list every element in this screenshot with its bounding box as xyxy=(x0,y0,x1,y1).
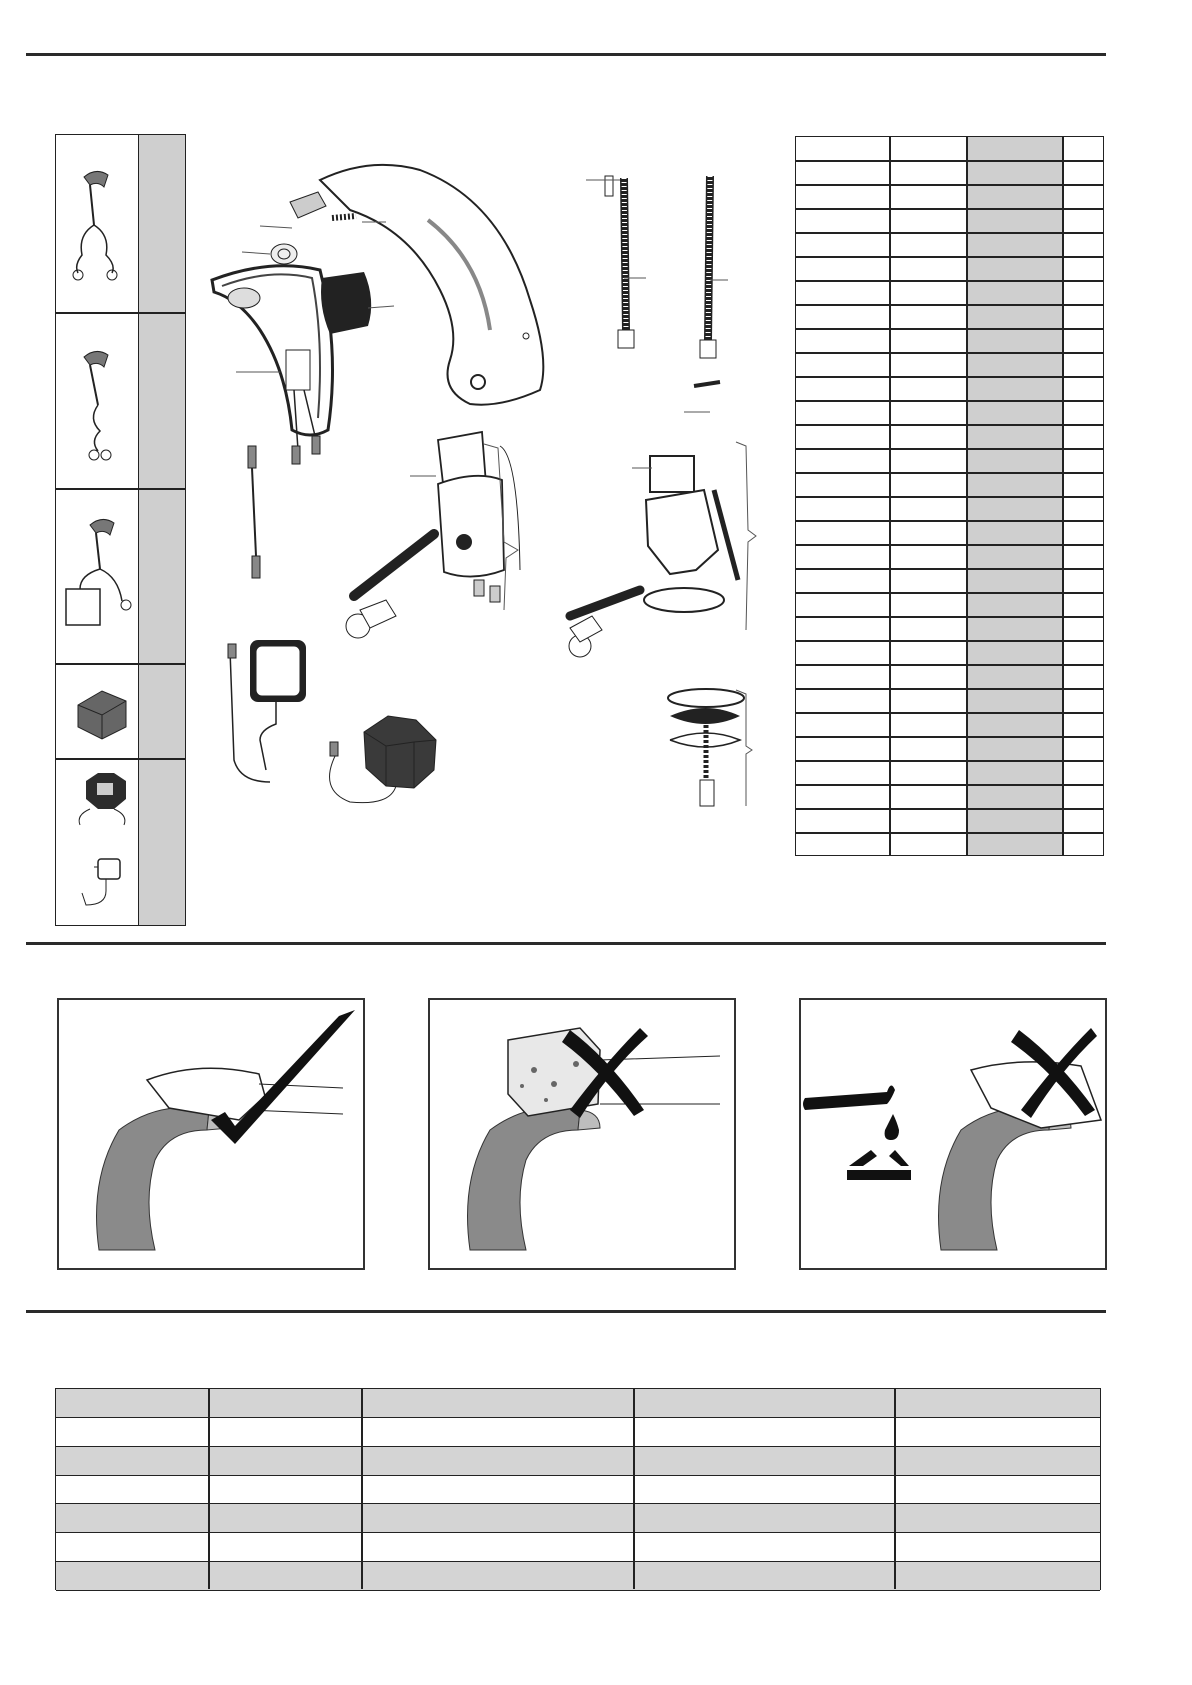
sensor-cover-icon xyxy=(212,266,333,464)
parts-table-row-line xyxy=(796,664,1103,666)
variant-divider xyxy=(56,488,185,490)
parts-table-row-line xyxy=(796,832,1103,834)
parts-table-row-line xyxy=(796,232,1103,234)
wipe-with-cloth-icon xyxy=(59,1000,363,1268)
lower-rule xyxy=(26,1310,1106,1313)
aerator-icon xyxy=(271,244,297,264)
parts-table-row-line xyxy=(796,352,1103,354)
parts-table-row-line xyxy=(796,736,1103,738)
flow-limiter-fill xyxy=(321,272,371,334)
top-rule xyxy=(26,53,1106,56)
parts-table-row-line xyxy=(796,784,1103,786)
parts-table-row-line xyxy=(796,280,1103,282)
parts-table-row-line xyxy=(796,688,1103,690)
parts-table-row-line xyxy=(796,616,1103,618)
parts-table-row-line xyxy=(796,184,1103,186)
parts-table-row-line xyxy=(796,640,1103,642)
faucet-with-single-hose-icon xyxy=(64,345,136,465)
cable-icon xyxy=(248,446,260,578)
faucet-with-two-hoses-icon xyxy=(64,165,136,285)
bottom-table xyxy=(55,1388,1101,1590)
power-supply-icon xyxy=(228,640,306,782)
battery-pack-icon xyxy=(72,683,132,743)
flexible-hose-icon xyxy=(605,176,720,386)
parts-table-row-line xyxy=(796,472,1103,474)
battery-box-icon xyxy=(330,716,436,803)
solenoid-valve-icon xyxy=(346,432,520,638)
table-row xyxy=(56,1562,1100,1591)
middle-rule xyxy=(26,942,1106,945)
variant-divider xyxy=(56,312,185,314)
table-row xyxy=(56,1418,1100,1447)
table-column-line xyxy=(894,1389,896,1589)
table-column-line xyxy=(361,1389,363,1589)
parts-table-row-line xyxy=(796,808,1103,810)
parts-table-row-line xyxy=(796,592,1103,594)
abrasive-sponge-icon xyxy=(430,1000,734,1268)
mounting-kit-icon xyxy=(668,689,744,806)
tube-icon xyxy=(803,1085,895,1110)
variants-shade-column xyxy=(138,135,185,925)
table-row xyxy=(56,1389,1100,1418)
parts-table-row-line xyxy=(796,400,1103,402)
parts-table-row-line xyxy=(796,304,1103,306)
corrosion-drop-icon xyxy=(885,1114,899,1140)
parts-table-row-line xyxy=(796,208,1103,210)
parts-table-row-line xyxy=(796,424,1103,426)
parts-table-row-line xyxy=(796,520,1103,522)
care-panel-sponge xyxy=(428,998,736,1270)
thermostatic-valve-icon xyxy=(569,456,738,657)
parts-table-row-line xyxy=(796,760,1103,762)
parts-table-row-line xyxy=(796,160,1103,162)
flow-limiter-icon xyxy=(321,216,371,334)
parts-table-row-line xyxy=(796,712,1103,714)
care-panel-chemicals xyxy=(799,998,1107,1270)
chemical-cleaner-icon xyxy=(801,1000,1105,1268)
parts-table-row-line xyxy=(796,496,1103,498)
parts-table-row-line xyxy=(796,544,1103,546)
table-row xyxy=(56,1476,1100,1505)
table-column-line xyxy=(208,1389,210,1589)
table-row xyxy=(56,1533,1100,1562)
parts-table-row-line xyxy=(796,376,1103,378)
variants-column xyxy=(55,134,186,926)
parts-table xyxy=(795,136,1104,856)
care-panel-wipe xyxy=(57,998,365,1270)
parts-table-row-line xyxy=(796,448,1103,450)
table-row xyxy=(56,1504,1100,1533)
variant-divider xyxy=(56,663,185,665)
parts-table-row-line xyxy=(796,568,1103,570)
table-column-line xyxy=(633,1389,635,1589)
sensor-window-icon xyxy=(290,192,326,218)
variant-divider xyxy=(56,758,185,760)
faucet-with-control-box-icon xyxy=(60,515,140,635)
parts-table-row-line xyxy=(796,256,1103,258)
power-adapter-icon xyxy=(70,765,140,915)
table-row xyxy=(56,1447,1100,1476)
exploded-view-diagram xyxy=(200,150,770,810)
parts-table-row-line xyxy=(796,328,1103,330)
